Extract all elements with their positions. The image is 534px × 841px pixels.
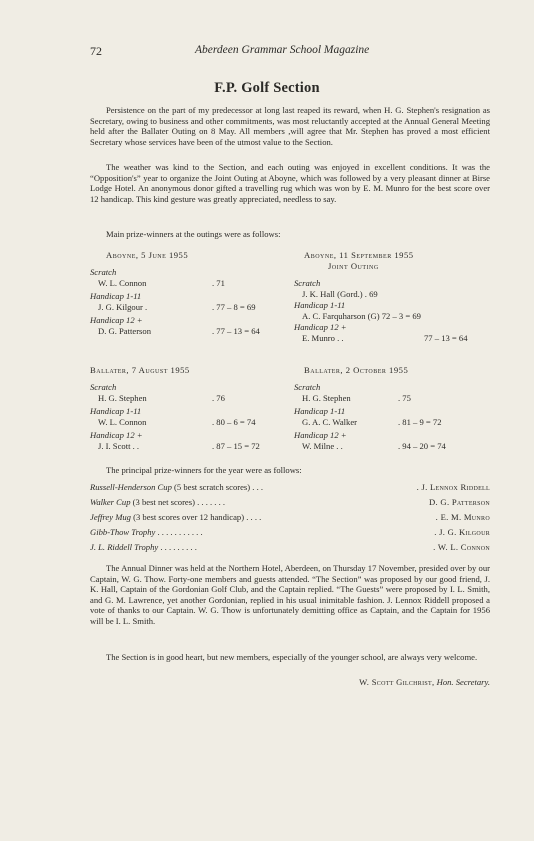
outing-heading: Aboyne, 11 September 1955 [304,250,414,260]
prize-note: (3 best net scores) . . . . . . . [130,497,226,507]
magazine-title: Aberdeen Grammar School Magazine [195,44,370,56]
outing-category: Scratch [90,382,117,392]
prize-name: Jeffrey Mug [90,512,131,522]
outing-ballater-october [294,365,494,465]
outing-category: Handicap 1-11 [294,406,346,416]
outing-winner: A. C. Farquharson (G) 72 – 3 = 69 [302,311,421,321]
outing-score: . 77 – 13 = 64 [212,326,260,336]
outing-category: Handicap 12 + [294,430,347,440]
prize-winner: . J. G. Kilgour [434,527,490,537]
year-prize-row [90,482,490,493]
outing-category: Handicap 1-11 [90,291,142,301]
intro-paragraph-1: Persistence on the part of my predecessor at long last reaped its reward, when H. G. Stephen's resignation as Secretary, owing to business and other commitments, was most reluctantly accepted at the Annual General Meeting held after the Ballater Outing on 8 May. All members ,will agree that Mr. Stephen has proved a most efficient Secretary whose services have been of the utmost value to the Section. [90,105,490,147]
outing-ballater-august [90,365,290,465]
outing-score: 77 – 13 = 64 [424,333,468,343]
prize-note: (5 best scratch scores) . . . [171,482,264,492]
year-prizes-intro: The principal prize-winners for the year were as follows: [106,465,302,475]
prize-winner: . J. Lennox Riddell [416,482,490,492]
signature-name: W. Scott Gilchrist, [359,677,435,687]
outing-winner: H. G. Stephen [98,393,147,403]
outing-winner: E. Munro . . [302,333,344,343]
prize-winner: D. G. Patterson [429,497,490,507]
outing-score: . 81 – 9 = 72 [398,417,442,427]
outing-heading: Ballater, 2 October 1955 [304,365,409,375]
outing-winner: J. K. Hall (Gord.) . 69 [302,289,378,299]
outing-score: . 80 – 6 = 74 [212,417,256,427]
outing-score: . 87 – 15 = 72 [212,441,260,451]
outing-category: Handicap 1-11 [90,406,142,416]
prize-name: J. L. Riddell Trophy [90,542,159,552]
outing-heading: Aboyne, 5 June 1955 [106,250,189,260]
outing-score: . 94 – 20 = 74 [398,441,446,451]
outing-aboyne-june [90,250,290,380]
prize-name: Walker Cup [90,497,131,507]
outing-aboyne-september [294,250,494,380]
outing-category: Scratch [90,267,117,277]
outing-score: . 76 [212,393,225,403]
outing-category: Handicap 1-11 [294,300,346,310]
prize-name: Gibb-Thow Trophy [90,527,156,537]
page-header [90,44,476,60]
prize-winner: . W. L. Connon [433,542,490,552]
outing-heading: Ballater, 7 August 1955 [90,365,190,375]
outing-subheading: Joint Outing [328,261,379,271]
year-prize-row [90,512,490,523]
outing-winner: W. L. Connon [98,278,147,288]
signature-role: Hon. Secretary. [436,677,490,687]
section-title: F.P. Golf Section [214,80,320,96]
prize-note: . . . . . . . . . [158,542,197,552]
outing-winner: H. G. Stephen [302,393,351,403]
outing-winner: J. I. Scott . . [98,441,140,451]
prize-note: (3 best scores over 12 handicap) . . . . [130,512,262,522]
closing-paragraph: The Section is in good heart, but new members, especially of the younger school, are always very welcome. [106,652,478,662]
outing-category: Handicap 12 + [90,315,143,325]
outing-winner: D. G. Patterson [98,326,151,336]
prize-winner: . E. M. Munro [435,512,490,522]
outing-score: . 71 [212,278,225,288]
outing-category: Handicap 12 + [294,322,347,332]
outing-category: Scratch [294,278,321,288]
page-number: 72 [90,44,102,58]
outing-winner: J. G. Kilgour . [98,302,148,312]
outing-score: . 77 – 8 = 69 [212,302,256,312]
intro-paragraph-3: Main prize-winners at the outings were as follows: [106,229,281,239]
year-prize-row [90,497,490,508]
outing-winner: W. Milne . . [302,441,343,451]
outing-winner: G. A. C. Walker [302,417,358,427]
year-prize-row [90,542,490,553]
outing-winner: W. L. Connon [98,417,147,427]
outing-score: . 75 [398,393,411,403]
prize-note: . . . . . . . . . . . [155,527,203,537]
prize-name: Russell-Henderson Cup [90,482,172,492]
year-prize-row [90,527,490,538]
outing-category: Handicap 12 + [90,430,143,440]
annual-dinner-paragraph: The Annual Dinner was held at the Northern Hotel, Aberdeen, on Thursday 17 November, presided over by our Captain, W. G. Thow. Forty-one members and guests attended. “The Section” was proposed by our good friend, J. K. Hall, Captain of the Gordonian Golf Club, and the Captain replied. “The Guests” were proposed by I. L. Smith, and G. M. Lawrence, yet another Gordonian, replied in his usual inimitable fashion. J. Lennox Riddell proposed a vote of thanks to our Captain. W. G. Thow is unfortunately demitting office as Captain, and the Captain for 1956 will be I. L. Smith. [90,563,490,626]
outing-category: Scratch [294,382,321,392]
signature [359,677,490,687]
intro-paragraph-2: The weather was kind to the Section, and each outing was enjoyed in excellent conditions. It was the “Opposition's” year to organize the Joint Outing at Aboyne, which was followed by a very pleasant dinner at Birse Lodge Hotel. An anonymous donor gifted a travelling rug which was won by E. M. Munro for the best score over 12 handicap. This kind gesture was greatly appreciated, needless to say. [90,162,490,204]
